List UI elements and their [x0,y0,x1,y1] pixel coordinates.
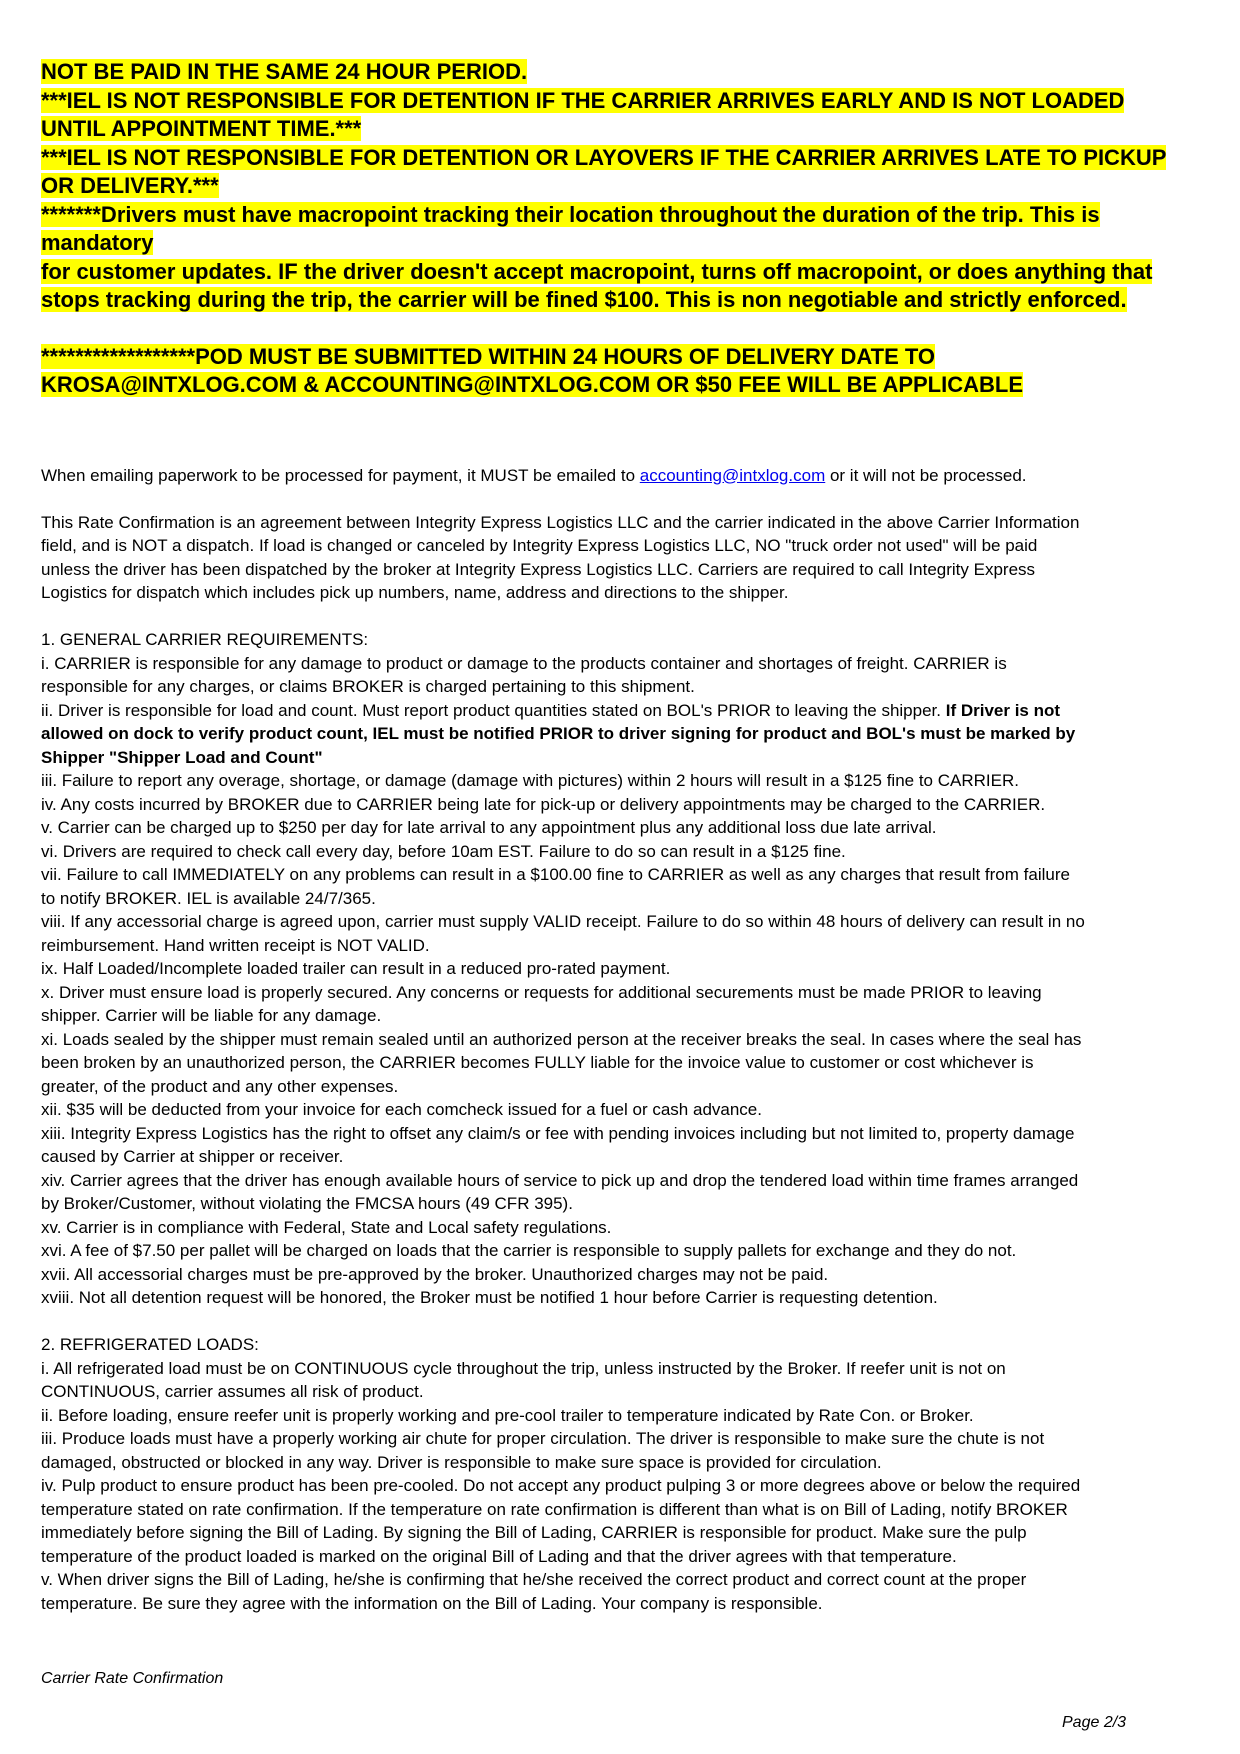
notice-line: OR DELIVERY.*** [41,173,219,198]
section-general-requirements: 1. GENERAL CARRIER REQUIREMENTS: i. CARRIER is responsible for any damage to product or damage to the products container and shortages of freight. CARRIER is responsible for any charges, or claims BROKER is charged pertaining to this shipment. ii. Driver is responsible for load and count. Must report product quantities stated on BOL's PRIOR to leaving the shipper. If Driver is not allowed on dock to verify product count, IEL must be notified PRIOR to driver signing for product and BOL's must be marked by Shipper "Shipper Load and Count" iii. Failure to report any overage, shortage, or damage (damage with pictures) within 2 hours will result in a $125 fine to CARRIER. iv. Any costs incurred by BROKER due to CARRIER being late for pick-up or delivery appointments may be charged to the CARRIER. v. Carrier can be charged up to $250 per day for late arrival to any appointment plus any additional loss due late arrival. vi. Drivers are required to check call every day, before 10am EST. Failure to do so can result in a $125 fine. vii. Failure to call IMMEDIATELY on any problems can result in a $100.00 fine to CARRIER as well as any charges that result from failure to notify BROKER. IEL is available 24/7/365. viii. If any accessorial charge is agreed upon, carrier must supply VALID receipt. Failure to do so within 48 hours of delivery can result in no reimbursement. Hand written receipt is NOT VALID. ix. Half Loaded/Incomplete loaded trailer can result in a reduced pro-rated payment. x. Driver must ensure load is properly secured. Any concerns or requests for additional securements must be made PRIOR to leaving shipper. Carrier will be liable for any damage. xi. Loads sealed by the shipper must remain sealed until an authorized person at the receiver breaks the seal. In cases where the seal has been broken by an unauthorized person, the CARRIER becomes FULLY liable for the invoice value to customer or cost whichever is greater, of the product and any other expenses. xii. $35 will be deducted from your invoice for each comcheck issued for a fuel or cash advance. xiii. Integrity Express Logistics has the right to offset any claim/s or fee with pending invoices including but not limited to, property damage caused by Carrier at shipper or receiver. xiv. Carrier agrees that the driver has enough available hours of service to pick up and drop the tendered load within time frames arranged by Broker/Customer, without violating the FMCSA hours (49 CFR 395). xv. Carrier is in compliance with Federal, State and Local safety regulations. xvi. A fee of $7.50 per pallet will be charged on loads that the carrier is responsible to supply pallets for exchange and they do not. xvii. All accessorial charges must be pre-approved by the broker. Unauthorized charges may not be paid. xviii. Not all detention request will be honored, the Broker must be notified 1 hour before Carrier is requesting detention. [41,628,1211,1310]
section-heading: 1. GENERAL CARRIER REQUIREMENTS: [41,630,369,649]
notice-line: *******Drivers must have macropoint tracking their location throughout the duration of the trip. This is [41,201,1100,227]
agreement-paragraph: This Rate Confirmation is an agreement between Integrity Express Logistics LLC and the carrier indicated in the above Carrier Information field, and is NOT a dispatch. If load is changed or canceled by Integrity Express Logistics LLC, NO "truck order not used" will be paid unless the driver has been dispatched by the broker at Integrity Express Logistics LLC. Carriers are required to call Integrity Express Logistics for dispatch which includes pick up numbers, name, address and directions to the shipper. [41,512,1080,602]
notice-line: NOT BE PAID IN THE SAME 24 HOUR PERIOD. [41,59,528,84]
accounting-email-link[interactable]: accounting@intxlog.com [639,465,826,485]
notice-line: mandatory [41,230,154,255]
notice-line: for customer updates. IF the driver doesn't accept macropoint, turns off macropoint, or does anything that [41,258,1153,284]
notice-line: UNTIL APPOINTMENT TIME.*** [41,116,362,141]
notice-line: stops tracking during the trip, the carrier will be fined $100. This is non negotiable and strictly enforced. [41,287,1127,312]
footer-page-number: Page 2/3 [1062,1714,1127,1731]
pod-notice-line: ******************POD MUST BE SUBMITTED WITHIN 24 HOURS OF DELIVERY DATE TO [41,343,936,369]
footer-document-title: Carrier Rate Confirmation [41,1670,224,1687]
email-note: When emailing paperwork to be processed for payment, it MUST be emailed to accounting@intxlog.com or it will not be processed. [41,465,1027,485]
section-refrigerated-loads: 2. REFRIGERATED LOADS: i. All refrigerated load must be on CONTINUOUS cycle throughout the trip, unless instructed by the Broker. If reefer unit is not on CONTINUOUS, carrier assumes all risk of product. ii. Before loading, ensure reefer unit is properly working and pre-cool trailer to temperature indicated by Rate Con. or Broker. iii. Produce loads must have a properly working air chute for proper circulation. The driver is responsible to make sure the chute is not damaged, obstructed or blocked in any way. Driver is responsible to make sure space is provided for circulation. iv. Pulp product to ensure product has been pre-cooled. Do not accept any product pulping 3 or more degrees above or below the required temperature stated on rate confirmation. If the temperature on rate confirmation is different than what is on Bill of Lading, notify BROKER immediately before signing the Bill of Lading. By signing the Bill of Lading, CARRIER is responsible for product. Make sure the pulp temperature of the product loaded is marked on the original Bill of Lading and that the driver agrees with that temperature. v. When driver signs the Bill of Lading, he/she is confirming that he/she received the correct product and correct count at the proper temperature. Be sure they agree with the information on the Bill of Lading. Your company is responsible. [41,1333,1211,1615]
pod-notice-block [41,343,1211,400]
terms-body [41,464,1211,1616]
highlighted-notice-block [41,58,1211,315]
pod-notice-line: KROSA@INTXLOG.COM & ACCOUNTING@INTXLOG.COM OR $50 FEE WILL BE APPLICABLE [41,372,1024,397]
item-ii: ii. Driver is responsible for load and count. Must report product quantities stated on BOL's PRIOR to leaving the shipper. If Driver is not [41,700,1061,720]
document-page [41,58,1211,1615]
notice-line: ***IEL IS NOT RESPONSIBLE FOR DETENTION IF THE CARRIER ARRIVES EARLY AND IS NOT LOADED [41,87,1125,113]
section-heading: 2. REFRIGERATED LOADS: [41,1335,259,1354]
notice-line: ***IEL IS NOT RESPONSIBLE FOR DETENTION OR LAYOVERS IF THE CARRIER ARRIVES LATE TO PICKUP [41,144,1167,170]
